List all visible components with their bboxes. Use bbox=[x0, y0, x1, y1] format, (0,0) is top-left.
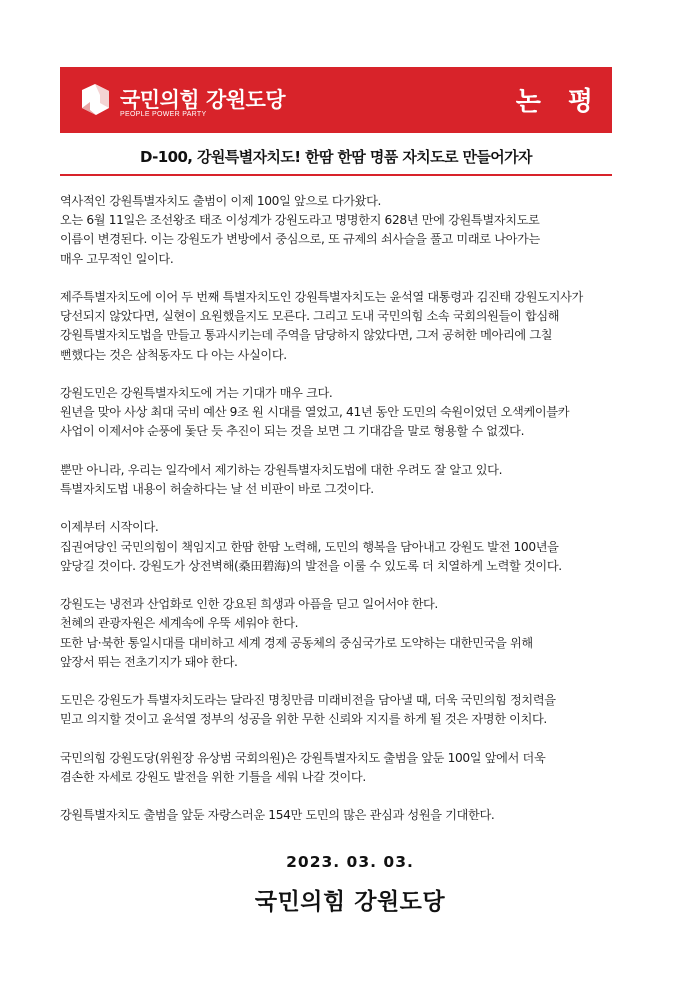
paragraph-line: 강원특별자치도 출범을 앞둔 자랑스러운 154만 도민의 많은 관심과 성원을 기대한다. bbox=[60, 808, 495, 823]
paragraph-line: 강원도민은 강원특별자치도에 거는 기대가 매우 크다. bbox=[60, 386, 333, 400]
paragraph-line: 뻔했다는 것은 삼척동자도 다 아는 사실이다. bbox=[60, 347, 287, 362]
paragraph-line: 국민의힘 강원도당(위원장 유상범 국회의원)은 강원특별자치도 출범을 앞둔 100일 앞에서 더욱 bbox=[60, 750, 546, 765]
paragraph-line: 당선되지 않았다면, 실현이 요원했을지도 모른다. 그리고 도내 국민의힘 소속 국회의원들이 합심해 bbox=[60, 309, 560, 324]
paragraph-line: 매우 고무적인 일이다. bbox=[60, 251, 174, 266]
party-name: 국민의힘 강원도당 bbox=[120, 88, 286, 112]
paragraph bbox=[60, 691, 635, 729]
party-logo-icon bbox=[76, 81, 112, 117]
paragraph-line: 원년을 맞아 사상 최대 국비 예산 9조 원 시대를 열었고, 41년 동안 도민의 숙원이었던 오색케이블카 bbox=[60, 405, 570, 420]
paragraph-line: 제주특별자치도에 이어 두 번째 특별자치도인 강원특별자치도는 윤석열 대통령과 김진태 강원도지사가 bbox=[60, 290, 583, 304]
headline-divider bbox=[60, 174, 612, 176]
paragraph bbox=[60, 192, 635, 269]
headline: D-100, 강원특별자치도! 한땀 한땀 명품 자치도로 만들어가자 bbox=[140, 148, 532, 166]
statement-date: 2023. 03. 03. bbox=[286, 853, 414, 871]
paragraph-line: 역사적인 강원특별자치도 출범이 이제 100일 앞으로 다가왔다. bbox=[60, 194, 382, 208]
paragraph-line: 믿고 의지할 것이고 윤석열 정부의 성공을 위한 무한 신뢰와 지지를 하게 될 것은 자명한 이치다. bbox=[60, 712, 547, 727]
header-banner bbox=[60, 67, 612, 133]
paragraph-line: 앞장서 뛰는 전초기지가 돼야 한다. bbox=[60, 654, 238, 669]
paragraph bbox=[60, 384, 635, 442]
paragraph-line: 이름이 변경된다. 이는 강원도가 변방에서 중심으로, 또 규제의 쇠사슬을 풀고 미래로 나아가는 bbox=[60, 232, 540, 247]
paragraph-line: 이제부터 시작이다. bbox=[60, 520, 159, 535]
paragraph bbox=[60, 461, 635, 499]
paragraph-line: 오는 6월 11일은 조선왕조 태조 이성계가 강원도라고 명명한지 628년 만에 강원특별자치도로 bbox=[60, 213, 540, 228]
paragraph-line: 집권여당인 국민의힘이 책임지고 한땀 한땀 노력해, 도민의 행복을 담아내고 강원도 발전 100년을 bbox=[60, 539, 559, 554]
paragraph-line: 특별자치도법 내용이 허술하다는 날 선 비판이 바로 그것이다. bbox=[60, 482, 374, 496]
paragraph bbox=[60, 806, 635, 825]
paragraph-line: 뿐만 아니라, 우리는 일각에서 제기하는 강원특별자치도법에 대한 우려도 잘 알고 있다. bbox=[60, 462, 503, 477]
paragraph-line: 앞당길 것이다. 강원도가 상전벽해(桑田碧海)의 발전을 이룰 수 있도록 더 치열하게 노력할 것이다. bbox=[60, 558, 562, 573]
party-name-english: PEOPLE POWER PARTY bbox=[120, 111, 207, 118]
paragraph bbox=[60, 288, 635, 365]
paragraph-line: 겸손한 자세로 강원도 발전을 위한 기틀을 세워 나갈 것이다. bbox=[60, 769, 366, 784]
paragraph-line: 또한 남·북한 통일시대를 대비하고 세계 경제 공동체의 중심국가로 도약하는 대한민국을 위해 bbox=[60, 635, 533, 650]
paragraph-line: 도민은 강원도가 특별자치도라는 달라진 명칭만큼 미래비전을 담아낼 때, 더욱 국민의힘 정치력을 bbox=[60, 693, 556, 708]
statement-body bbox=[60, 192, 635, 845]
paragraph-line: 천혜의 관광자원은 세계속에 우뚝 세워야 한다. bbox=[60, 616, 299, 631]
document-type-label: 논 평 bbox=[515, 87, 602, 117]
paragraph bbox=[60, 595, 635, 672]
paragraph bbox=[60, 518, 635, 576]
paragraph-line: 강원특별자치도법을 만들고 통과시키는데 주역을 담당하지 않았다면, 그저 공허한 메아리에 그칠 bbox=[60, 328, 553, 343]
paragraph-line: 사업이 이제서야 순풍에 돛단 듯 추진이 되는 것을 보면 그 기대감을 말로 형용할 수 없겠다. bbox=[60, 424, 525, 439]
paragraph bbox=[60, 749, 635, 787]
signature: 국민의힘 강원도당 bbox=[254, 889, 446, 915]
paragraph-line: 강원도는 냉전과 산업화로 인한 강요된 희생과 아픔을 딛고 일어서야 한다. bbox=[60, 597, 438, 612]
